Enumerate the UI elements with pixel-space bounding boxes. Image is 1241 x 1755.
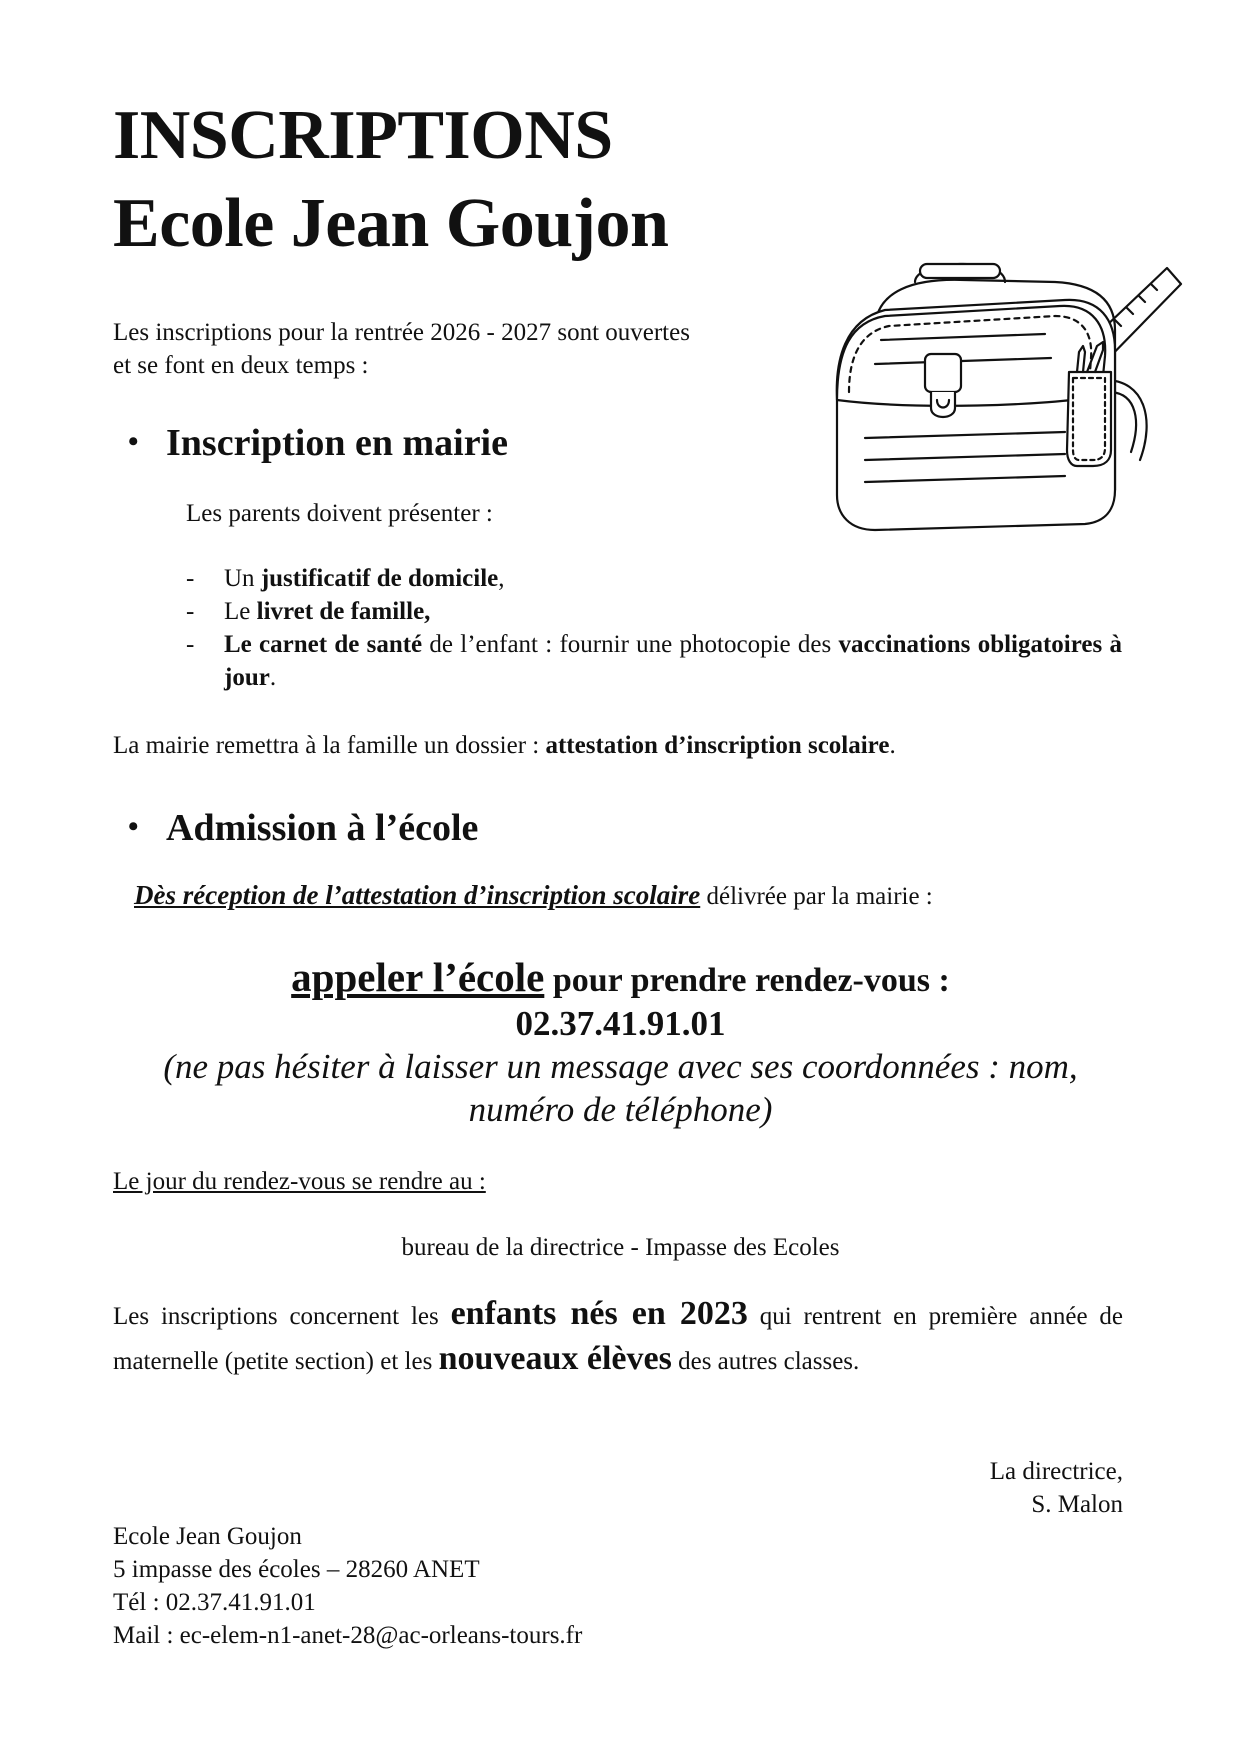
dash-marker: - — [186, 631, 195, 658]
list-item: - Le carnet de santé de l’enfant : fournir une photocopie des vaccinations obligatoires à jour. — [186, 628, 1122, 694]
title-line-1: INSCRIPTIONS — [113, 97, 613, 174]
section-heading-mairie — [128, 418, 508, 467]
emphasis-text: livret de famille, — [256, 598, 431, 625]
school-phone: 02.37.41.91.01 — [515, 1004, 726, 1043]
mairie-dossier-text: La mairie remettra à la famille un dossier : attestation d’inscription scolaire. — [113, 732, 896, 759]
title-line-2: Ecole Jean Goujon — [113, 185, 669, 262]
list-item: - Le livret de famille, — [186, 595, 1122, 628]
dash-marker: - — [186, 598, 195, 625]
eligibility-text: Les inscriptions concernent les enfants nés en 2023 qui rentrent en première année de maternelle (petite section) et les nouveaux élèves des autres classes. — [113, 1295, 1123, 1377]
bullet-icon: • — [128, 425, 139, 458]
documents-intro: Les parents doivent présenter : — [186, 500, 493, 527]
reception-instruction: Dès réception de l’attestation d’inscription scolaire délivrée par la mairie : — [134, 880, 933, 910]
intro-line-1: Les inscriptions pour la rentrée 2026 - 2027 sont ouvertes — [113, 319, 690, 346]
section-heading-text: Admission à l’école — [166, 807, 479, 849]
appointment-day-text: Le jour du rendez-vous se rendre au : — [113, 1168, 486, 1195]
office-location: bureau de la directrice - Impasse des Ecoles — [401, 1234, 840, 1261]
emphasis-text: justificatif de domicile — [260, 565, 499, 592]
bullet-icon: • — [128, 810, 139, 843]
school-bag-icon — [815, 260, 1185, 550]
documents-list — [186, 562, 1122, 694]
emphasis-text: Le carnet de santé — [224, 631, 423, 658]
signature-name: S. Malon — [1031, 1491, 1123, 1518]
list-item: - Un justificatif de domicile, — [186, 562, 1122, 595]
emphasis-text: appeler l’école — [291, 954, 545, 1000]
intro-text — [113, 316, 690, 382]
footer-tel: Tél : 02.37.41.91.01 — [113, 1589, 316, 1616]
signature-role: La directrice, — [989, 1458, 1123, 1485]
emphasis-text: Dès réception de l’attestation d’inscription scolaire — [134, 880, 701, 910]
emphasis-text: enfants nés en 2023 — [450, 1295, 748, 1332]
intro-line-2: et se font en deux temps : — [113, 352, 369, 379]
page-title — [113, 92, 668, 268]
section-heading-text: Inscription en mairie — [166, 422, 508, 464]
emphasis-text: vaccinations — [838, 631, 971, 658]
footer-mail: Mail : ec-elem-n1-anet-28@ac-orleans-tours.fr — [113, 1622, 583, 1649]
call-instruction: appeler l’école pour prendre rendez-vous : — [291, 954, 950, 1000]
section-heading-admission — [128, 803, 478, 852]
footer-school: Ecole Jean Goujon — [113, 1523, 302, 1550]
contact-footer — [113, 1520, 582, 1652]
emphasis-text: attestation d’inscription scolaire — [545, 732, 890, 759]
emphasis-text: obligatoires à jour — [224, 631, 1122, 691]
dash-marker: - — [186, 565, 195, 592]
message-note: (ne pas hésiter à laisser un message avec ses coordonnées : nom, numéro de téléphone) — [163, 1047, 1078, 1129]
signature — [990, 1455, 1123, 1521]
footer-address: 5 impasse des écoles – 28260 ANET — [113, 1556, 480, 1583]
emphasis-text: nouveaux élèves — [438, 1340, 672, 1377]
